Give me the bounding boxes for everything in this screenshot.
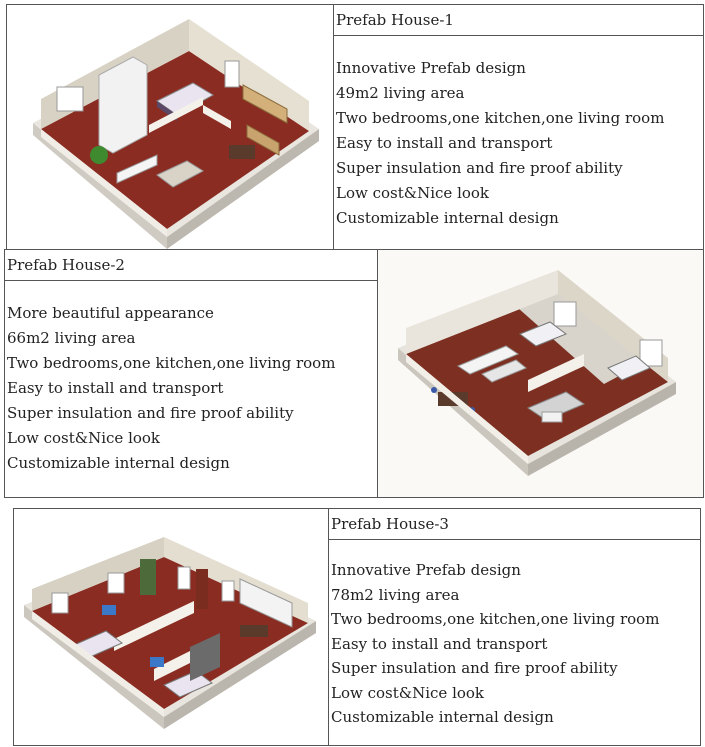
house-3-floorplan-image <box>14 509 328 745</box>
house-1-feature: Easy to install and transport <box>336 134 553 152</box>
house-3-title: Prefab House-3 <box>329 509 700 540</box>
house-1-feature: Low cost&Nice look <box>336 184 490 202</box>
house-1-feature: 49m2 living area <box>336 84 465 102</box>
house-2-feature: Low cost&Nice look <box>7 429 161 447</box>
house-2-image-cell <box>378 250 703 497</box>
house-2-feature: Super insulation and fire proof ability <box>7 404 294 422</box>
house-1-feature: Customizable internal design <box>336 209 559 227</box>
house-2-feature: 66m2 living area <box>7 329 136 347</box>
house-1-feature: Two bedrooms,one kitchen,one living room <box>336 109 665 127</box>
house-2-title: Prefab House-2 <box>5 250 377 281</box>
house-3-feature: Low cost&Nice look <box>331 684 485 702</box>
house-3-table <box>13 508 701 746</box>
house-1-text-cell <box>334 5 703 249</box>
house-3-feature: Super insulation and fire proof ability <box>331 659 618 677</box>
house-2-floorplan-image <box>378 250 703 497</box>
house-3-feature: Two bedrooms,one kitchen,one living room <box>331 610 660 628</box>
house-1-floorplan-image <box>7 5 333 249</box>
house-3-image-cell <box>14 509 328 745</box>
house-2-feature: More beautiful appearance <box>7 304 214 322</box>
house-1-title: Prefab House-1 <box>334 5 703 36</box>
house-3-text-cell <box>329 509 700 745</box>
house-3-feature: Easy to install and transport <box>331 635 548 653</box>
house-3-feature: Customizable internal design <box>331 708 554 726</box>
house-1-table <box>6 4 704 250</box>
house-2-text-cell <box>5 250 377 497</box>
house-1-feature: Super insulation and fire proof ability <box>336 159 623 177</box>
house-1-feature: Innovative Prefab design <box>336 59 526 77</box>
house-2-feature: Customizable internal design <box>7 454 230 472</box>
house-3-feature: 78m2 living area <box>331 586 460 604</box>
house-2-feature: Easy to install and transport <box>7 379 224 397</box>
house-3-feature: Innovative Prefab design <box>331 561 521 579</box>
house-1-image-cell <box>7 5 333 249</box>
house-2-table <box>4 249 704 498</box>
house-2-feature: Two bedrooms,one kitchen,one living room <box>7 354 336 372</box>
